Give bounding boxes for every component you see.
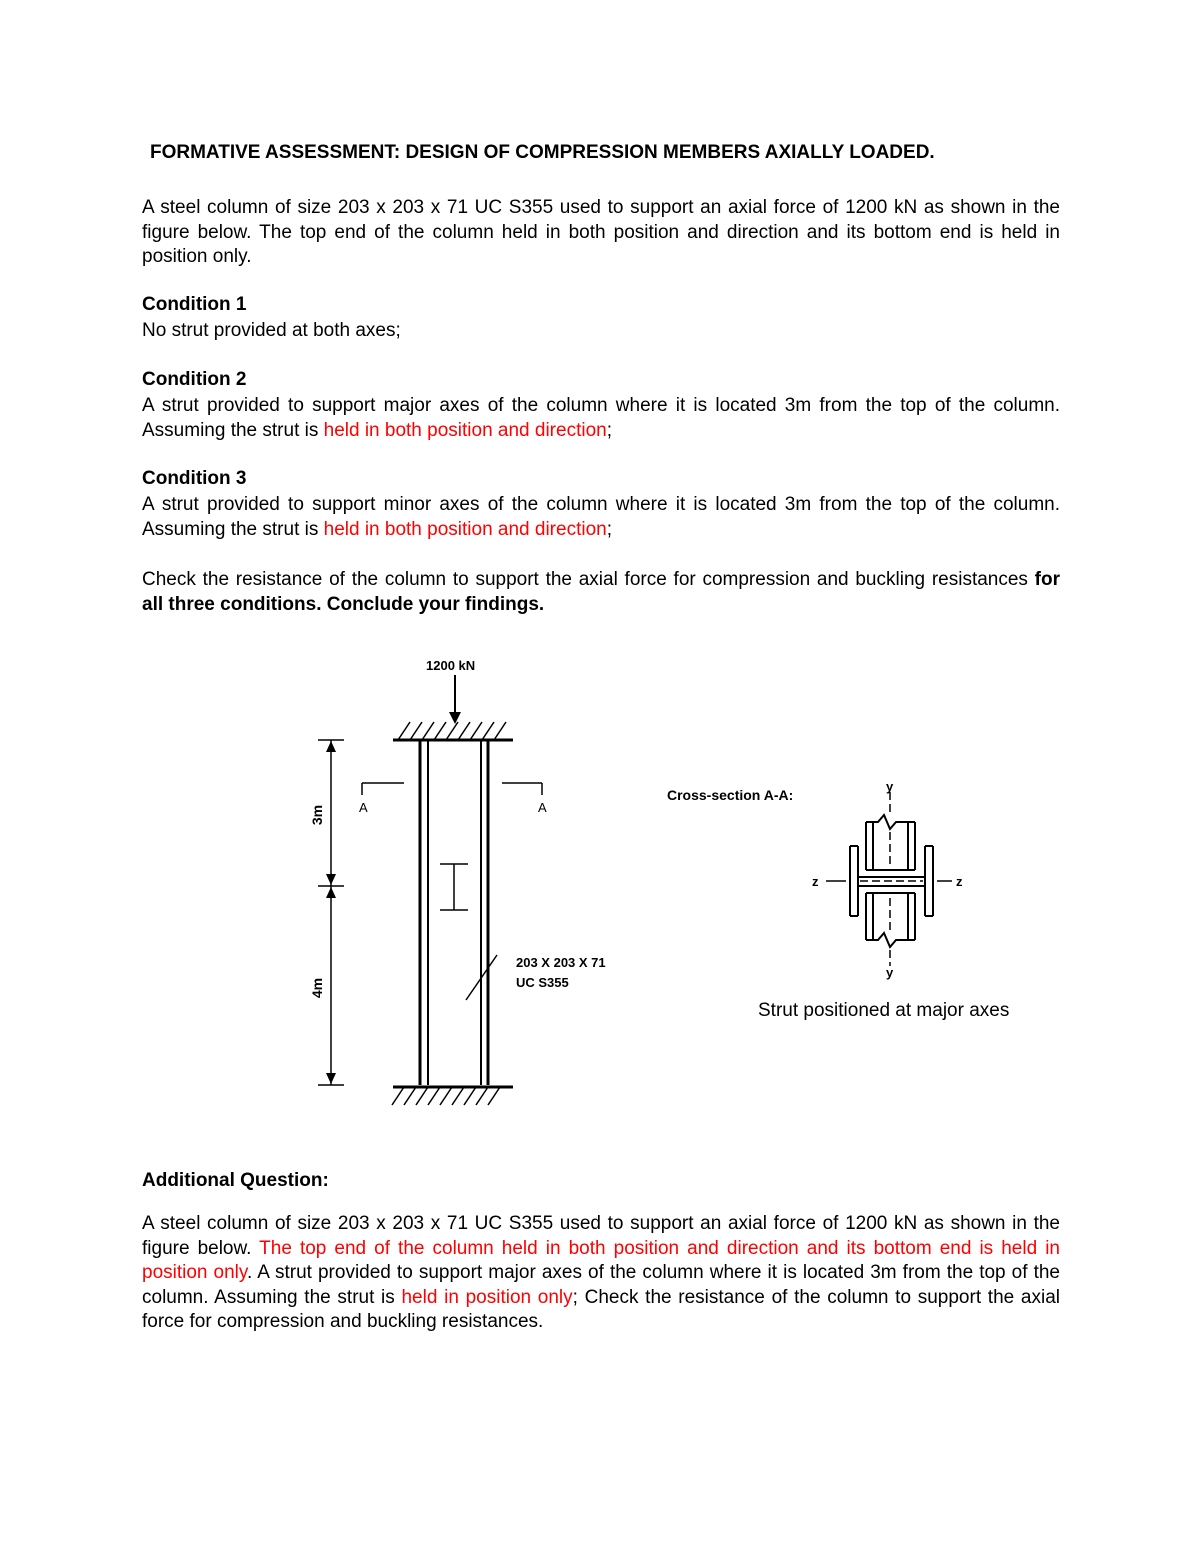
cross-section-title: Cross-section A-A:	[667, 787, 794, 803]
additional-text-1: A steel column of size 203 x 203 x 71 UC S355 used to support an axial force of 1200 kN as shown in the figure below.	[142, 1213, 1060, 1259]
axis-label-y-top: y	[886, 779, 894, 794]
condition-3-text-emphasis: held in both position and direction	[323, 518, 607, 540]
additional-text-3: ; Check the resistance of the column to support the axial force for compression and buckling resistances.	[142, 1286, 1060, 1332]
i-section-symbol	[440, 864, 468, 910]
additional-text-2: . A strut provided to support major axes of the column where it is located 3m from the top of the column. Assuming the strut is	[142, 1262, 1060, 1308]
load-arrow-head	[449, 712, 461, 724]
section-marker-left	[362, 783, 404, 795]
condition-2-text	[142, 394, 1060, 443]
axis-label-z-left: z	[812, 874, 819, 889]
condition-3-text-main: A strut provided to support minor axes of the column where it is located 3m from the top of the column. Assuming the strut is	[142, 494, 1060, 540]
member-label-grade: UC S355	[516, 975, 569, 990]
section-marker-right	[502, 783, 542, 795]
check-text-bold: for all three conditions. Conclude your findings.	[142, 569, 1060, 615]
condition-2-text-emphasis: held in both position and direction	[323, 419, 607, 441]
condition-3-text-end: ;	[606, 518, 612, 540]
condition-1-heading: Condition 1	[142, 294, 247, 315]
section-mark-a-left: A	[359, 800, 368, 815]
dimension-line	[318, 740, 344, 1085]
condition-2-heading: Condition 2	[142, 369, 247, 390]
load-label: 1200 kN	[426, 658, 476, 673]
condition-3-text	[142, 493, 1060, 542]
additional-question-heading: Additional Question:	[142, 1170, 329, 1191]
additional-text-emphasis-2: held in position only	[401, 1286, 573, 1308]
section-mark-a-right: A	[538, 800, 547, 815]
intro-paragraph: A steel column of size 203 x 203 x 71 UC S355 used to support an axial force of 1200 kN as shown in the figure below. The top end of the column held in both position and direction and its bottom end is held in position only.	[142, 197, 1060, 267]
condition-1-text: No strut provided at both axes;	[142, 320, 401, 341]
member-label-size: 203 X 203 X 71	[516, 955, 606, 970]
figure-caption: Strut positioned at major axes	[758, 1000, 1010, 1021]
additional-text-emphasis-1: The top end of the column held in both position and direction and its bottom end is held in position only	[142, 1237, 1060, 1283]
dimension-label-3m: 3m	[309, 804, 325, 826]
dimension-label-4m: 4m	[309, 977, 325, 999]
top-support-hatch	[398, 722, 506, 740]
check-paragraph	[142, 568, 1060, 617]
column	[420, 740, 488, 1085]
additional-question-text	[142, 1212, 1060, 1335]
condition-2-text-end: ;	[606, 419, 612, 441]
axis-label-y-bottom: y	[886, 965, 894, 980]
bottom-support-hatch	[392, 1087, 500, 1105]
condition-2-text-main: A strut provided to support major axes of the column where it is located 3m from the top of the column. Assuming the strut is	[142, 395, 1060, 441]
axis-label-z-right: z	[956, 874, 963, 889]
page-title: FORMATIVE ASSESSMENT: DESIGN OF COMPRESSION MEMBERS AXIALLY LOADED.	[150, 142, 935, 163]
condition-3-heading: Condition 3	[142, 468, 247, 489]
check-text: Check the resistance of the column to support the axial force for compression and buckling resistances	[142, 569, 1035, 590]
